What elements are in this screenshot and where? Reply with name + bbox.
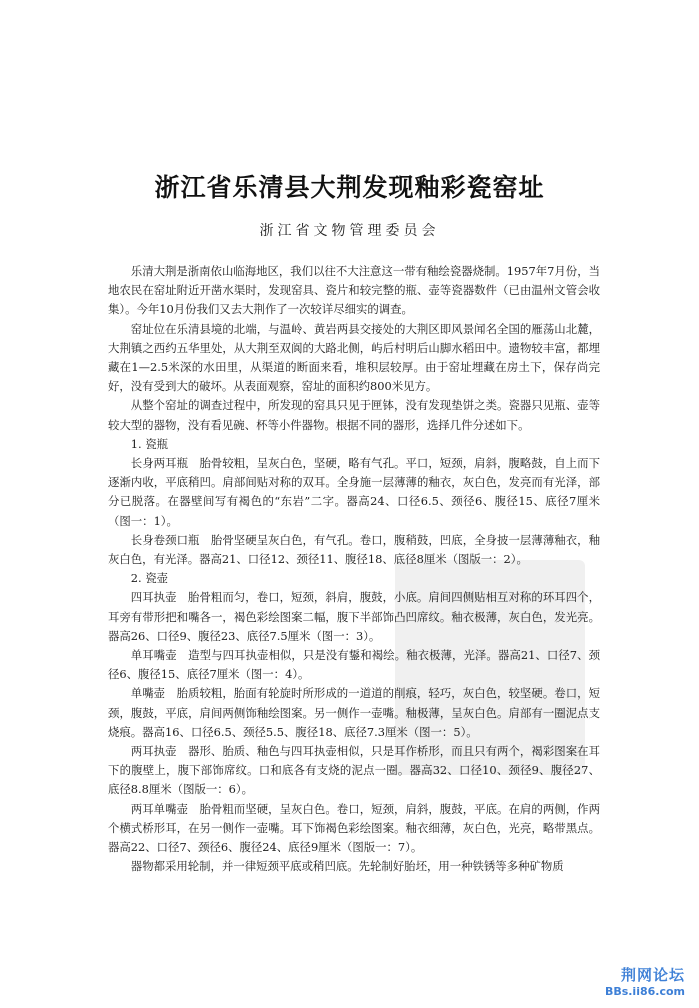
paragraph: 单嘴壶 胎质较粗，胎面有轮旋时所形成的一道道的削痕，轻巧，灰白色，较坚硬。卷口，短颈，腹鼓，平底，肩间两侧饰釉绘图案。另一侧作一壶嘴。釉极薄，呈灰白色。肩部有一圈泥点支烧痕。器高16、口径6.5、颈径5.5、腹径18、底径7.3厘米（图一：5）。 xyxy=(108,686,600,739)
paragraph: 窑址位在乐清县境的北端，与温岭、黄岩两县交接处的大荆区即风景闻名全国的雁荡山北麓，大荆镇之西约五华里处，从大荆至双阆的大路北侧，屿后村明后山脚水稻田中。遗物较丰富，都埋藏在1—2.5米深的水田里，从渠道的断面来看，堆积层较厚。由于窑址埋藏在房土下，保存尚完好，没有受到大的破坏。从表面观察，窑址的面积约800米见方。 xyxy=(108,321,600,394)
site-badge[interactable] xyxy=(605,964,685,998)
paragraph: 长身卷颈口瓶 胎骨坚硬呈灰白色，有气孔。卷口，腹稍鼓，凹底，全身披一层薄薄釉衣，釉灰白色，有光泽。器高21、口径12、颈径11、腹径18、底径8厘米（图版一：2）。 xyxy=(108,532,600,567)
paragraph: 两耳单嘴壶 胎骨粗而坚硬，呈灰白色。卷口，短颈，肩斜，腹鼓，平底。在肩的两侧，作两个横式桥形耳，在另一侧作一壶嘴。耳下饰褐色彩绘图案。釉衣细薄，灰白色，光亮，略带黑点。器高22、口径7、颈径6、腹径24、底径9厘米（图版一：7）。 xyxy=(108,801,600,855)
paragraph: 器物都采用轮制，并一律短颈平底或稍凹底。先轮制好胎坯，用一种铁锈等多种矿物质 xyxy=(130,859,564,874)
paragraph: 乐清大荆是浙南依山临海地区，我们以往不大注意这一带有釉绘瓷器烧制。1957年7月份，当地农民在窑址附近开凿水渠时，发现窑具、瓷片和较完整的瓶、壶等瓷器数件（已由温州文管会收集）。今年10月份我们又去大荆作了一次较详尽细实的调查。 xyxy=(108,264,600,317)
section-heading: 1. 瓷瓶 xyxy=(130,436,169,451)
paragraph: 单耳嘴壶 造型与四耳执壶相似，只是没有鋬和褐绘。釉衣极薄，光泽。器高21、口径7、颈径6、腹径15、底径7厘米（图一：4）。 xyxy=(108,648,600,682)
paragraph: 长身两耳瓶 胎骨较粗，呈灰白色，坚硬，略有气孔。平口，短颈，肩斜，腹略鼓，自上而下逐渐内收，平底稍凹。肩部间贴对称的双耳。全身施一层薄薄的釉衣，灰白色，发亮而有光泽，部分已脱落。在器壁间写有褐色的“东岩”二字。器高24、口径6.5、颈径6、腹径15、底径7厘米（图一：1）。 xyxy=(108,456,600,528)
document-author: 浙江省文物管理委员会 xyxy=(259,223,440,239)
paragraph: 两耳执壶 器形、胎质、釉色与四耳执壶相似，只是耳作桥形，而且只有两个，褐彩图案在耳下的腹壁上，腹下部饰席纹。口和底各有支烧的泥点一圈。器高32、口径10、颈径9、腹径27、底径8.8厘米（图版一：6）。 xyxy=(108,744,600,797)
document-body xyxy=(108,262,600,877)
site-badge-name: 荆网论坛 xyxy=(620,966,685,984)
paragraph: 从整个窑址的调查过程中，所发现的窑具只见于匣钵，没有发现垫饼之类。瓷器只见瓶、壶等较大型的器物，没有看见碗、杯等小件器物。根据不同的器形，选择几件分述如下。 xyxy=(108,398,600,432)
site-badge-url: BBs.ii86.com xyxy=(604,985,685,998)
section-heading: 2. 瓷壶 xyxy=(130,571,169,586)
document-title: 浙江省乐清县大荆发现釉彩瓷窑址 xyxy=(154,173,545,202)
paragraph: 四耳执壶 胎骨粗而匀，卷口，短颈，斜肩，腹鼓，小底。肩间四侧贴相互对称的环耳四个，耳旁有带形把和嘴各一，褐色彩绘图案二幅，腹下半部饰凸凹席纹。釉衣极薄，灰白色，发光亮。器高26、口径9、腹径23、底径7.5厘米（图一：3）。 xyxy=(108,590,600,643)
